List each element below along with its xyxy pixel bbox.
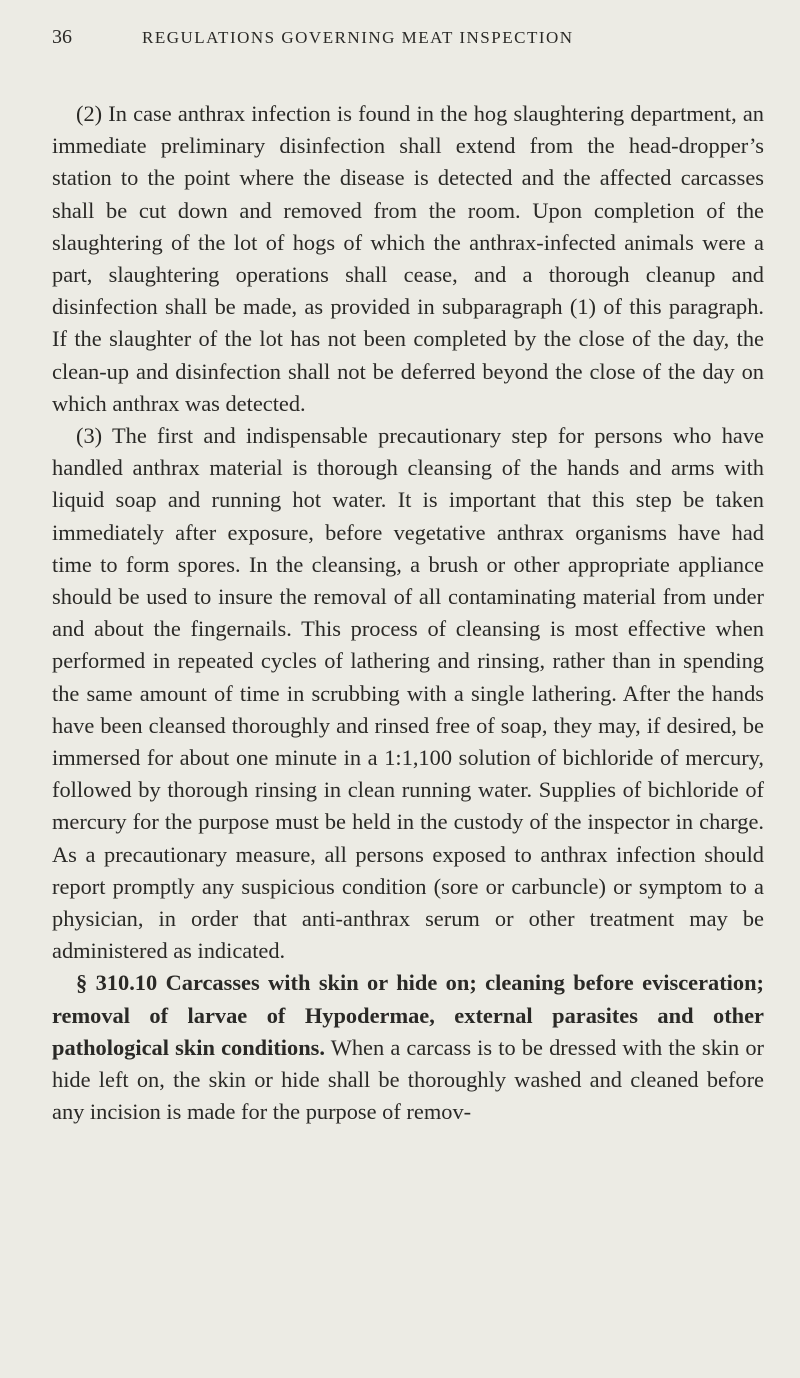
page-number: 36: [52, 26, 72, 48]
section-text: When a carcass is to be dressed with the skin or hide left on, the skin or hide shall be thoroughly washed and cleaned before any incision is made for the purpose of remov-: [52, 1034, 764, 1125]
section-310-10: [52, 967, 764, 1128]
paragraph-anthrax-hog-slaughtering: (2) In case anthrax infection is found in the hog slaughtering department, an immediate preliminary disinfection shall extend from the head-dropper’s station to the point where the disease is detected and the affected carcasses shall be cut down and removed from the room. Upon completion of the slaughtering of the lot of hogs of which the anthrax-infected animals were a part, slaughtering operations shall cease, and a thorough cleanup and disinfection shall be made, as provided in subparagraph (1) of this paragraph. If the slaughter of the lot has not been completed by the close of the day, the clean-up and disinfection shall not be deferred beyond the close of the day on which anthrax was detected.: [52, 101, 764, 416]
body-text: [52, 98, 764, 1129]
running-title: REGULATIONS GOVERNING MEAT INSPECTION: [142, 28, 574, 47]
paragraph-hand-cleansing: (3) The first and indispensable precautionary step for persons who have handled anthrax material is thorough cleansing of the hands and arms with liquid soap and running hot water. It is important that this step be taken immediately after exposure, before vegetative anthrax organisms have had time to form spores. In the cleansing, a brush or other appropriate appliance should be used to insure the removal of all contaminating material from under and about the fingernails. This process of cleansing is most effective when performed in repeated cycles of lathering and rinsing, rather than in spending the same amount of time in scrubbing with a single lathering. After the hands have been cleansed thoroughly and rinsed free of soap, they may, if desired, be immersed for about one minute in a 1:1,100 solution of bichloride of mercury, followed by thorough rinsing in clean running water. Supplies of bichloride of mercury for the purpose must be held in the custody of the inspector in charge. As a precautionary measure, all persons exposed to anthrax infection should report promptly any suspicious condition (sore or carbuncle) or symptom to a physician, in order that anti-anthrax serum or other treatment may be administered as indicated.: [52, 423, 764, 964]
running-head: [52, 26, 764, 66]
section-heading: § 310.10 Carcasses with skin or hide on; cleaning before evisceration; removal of larvae of Hypodermae, external parasites and other pathological skin conditions.: [52, 970, 764, 1060]
